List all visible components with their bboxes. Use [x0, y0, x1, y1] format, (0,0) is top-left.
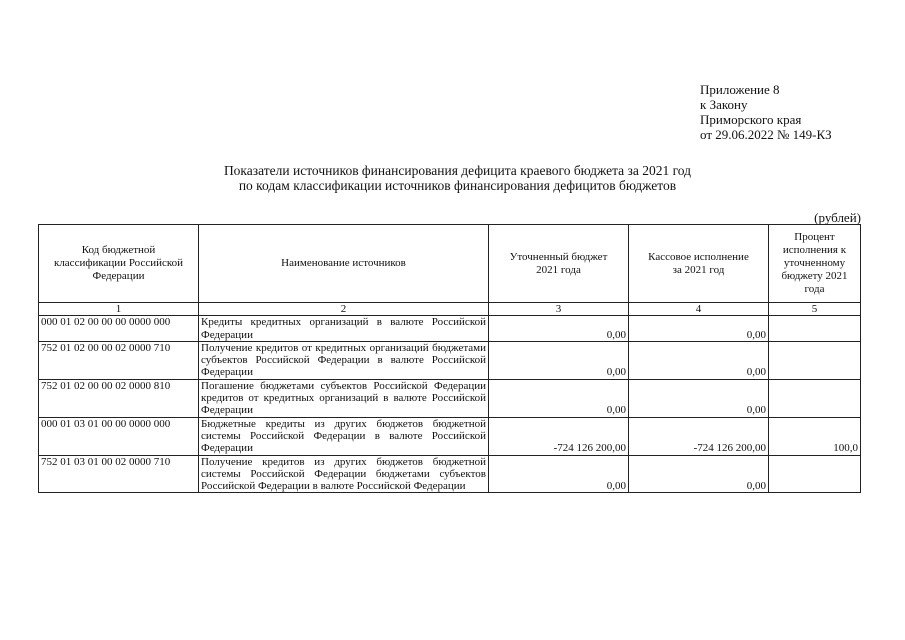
header-percent: Процент исполнения к уточненному бюджету 2021 года	[769, 225, 861, 303]
title-line-2: по кодам классификации источников финансирования дефицитов бюджетов	[238, 178, 677, 193]
row-name: Получение кредитов из других бюджетов бюджетной системы Российской Федерации бюджетами субъектов Российской Федерации в валюте Российской Федерации	[199, 455, 489, 493]
column-number: 2	[199, 303, 489, 316]
appendix-block	[700, 82, 832, 142]
row-executed: 0,00	[629, 379, 769, 417]
header-executed: Кассовое исполнение за 2021 год	[629, 225, 769, 303]
financing-sources-table	[38, 224, 861, 493]
column-number-row	[39, 303, 861, 316]
appendix-line: Приложение 8	[700, 82, 780, 97]
column-number: 1	[39, 303, 199, 316]
row-executed: 0,00	[629, 316, 769, 342]
table-row	[39, 379, 861, 417]
column-number: 5	[769, 303, 861, 316]
row-budget: 0,00	[489, 455, 629, 493]
row-code: 000 01 02 00 00 00 0000 000	[39, 316, 199, 342]
row-percent	[769, 316, 861, 342]
header-name: Наименование источников	[199, 225, 489, 303]
row-code: 752 01 02 00 00 02 0000 710	[39, 341, 199, 379]
appendix-line: Приморского края	[700, 112, 802, 127]
header-row	[39, 225, 861, 303]
row-name: Получение кредитов от кредитных организаций бюджетами субъектов Российской Федерации в валюте Российской Федерации	[199, 341, 489, 379]
row-name: Кредиты кредитных организаций в валюте Российской Федерации	[199, 316, 489, 342]
row-name: Погашение бюджетами субъектов Российской Федерации кредитов от кредитных организаций в валюте Российской Федерации	[199, 379, 489, 417]
row-budget: 0,00	[489, 341, 629, 379]
table-row	[39, 341, 861, 379]
column-number: 4	[629, 303, 769, 316]
row-percent	[769, 455, 861, 493]
row-executed: -724 126 200,00	[629, 417, 769, 455]
row-percent	[769, 379, 861, 417]
appendix-line: от 29.06.2022 № 149-КЗ	[700, 127, 832, 142]
units-label: (рублей)	[814, 210, 861, 225]
row-code: 000 01 03 01 00 00 0000 000	[39, 417, 199, 455]
appendix-line: к Закону	[700, 97, 748, 112]
table-row	[39, 455, 861, 493]
row-executed: 0,00	[629, 455, 769, 493]
column-number: 3	[489, 303, 629, 316]
title-line-1: Показатели источников финансирования дефицита краевого бюджета за 2021 год	[223, 163, 692, 178]
header-code: Код бюджетной классификации Российской Федерации	[39, 225, 199, 303]
row-code: 752 01 02 00 00 02 0000 810	[39, 379, 199, 417]
row-budget: 0,00	[489, 379, 629, 417]
document-title	[0, 163, 905, 193]
row-budget: -724 126 200,00	[489, 417, 629, 455]
row-budget: 0,00	[489, 316, 629, 342]
table-row	[39, 316, 861, 342]
table-row	[39, 417, 861, 455]
row-percent: 100,0	[769, 417, 861, 455]
row-executed: 0,00	[629, 341, 769, 379]
header-budget: Уточненный бюджет 2021 года	[489, 225, 629, 303]
row-code: 752 01 03 01 00 02 0000 710	[39, 455, 199, 493]
row-name: Бюджетные кредиты из других бюджетов бюджетной системы Российской Федерации в валюте Российской Федерации	[199, 417, 489, 455]
row-percent	[769, 341, 861, 379]
